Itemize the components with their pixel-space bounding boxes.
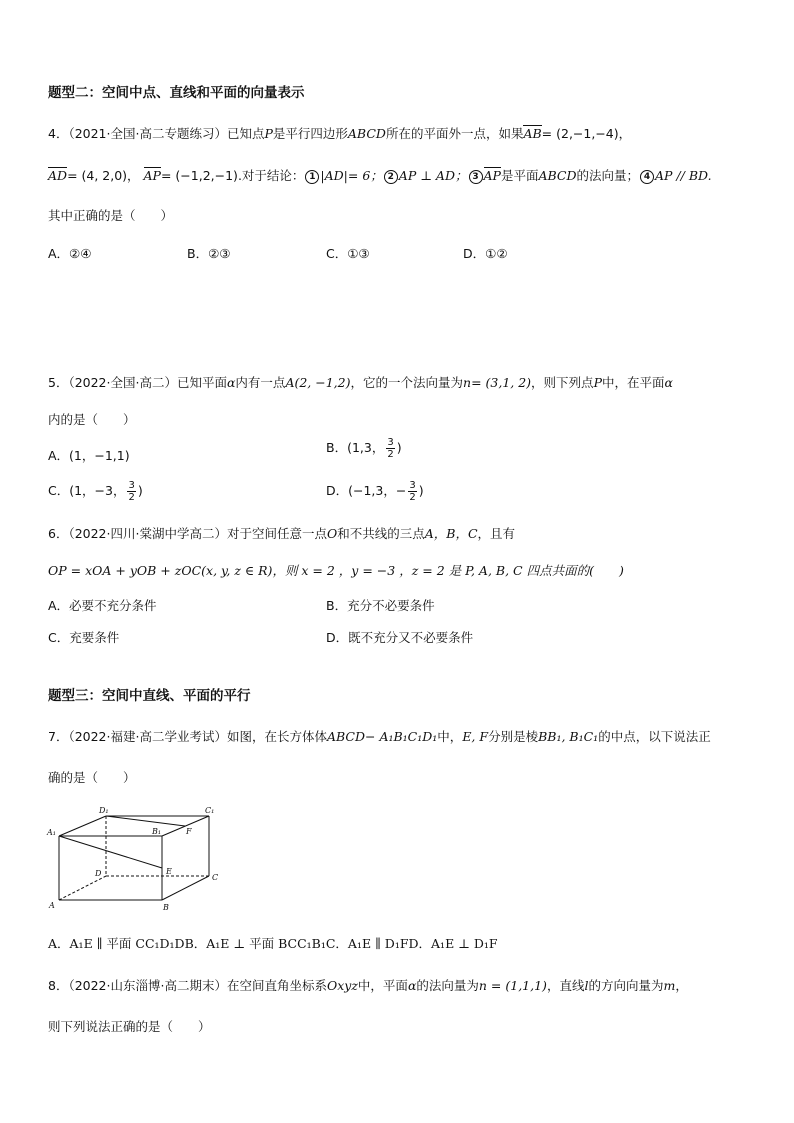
- conclusion-2-marker: 2: [384, 170, 398, 184]
- q4-option-c[interactable]: C．①③: [326, 246, 370, 261]
- conclusion-1-text: |AD|= 6；: [320, 168, 383, 183]
- q6-origin: O: [326, 526, 338, 541]
- q6-line2: ，则 x = 2 ，y = −3 ，z = 2 是 P, A, B, C 四点共面的( ): [272, 563, 624, 578]
- question-8-line-2: 则下列说法正确的是（ ）: [48, 1019, 211, 1034]
- q5-option-d-prefix: D．(−1,3，−: [326, 483, 407, 498]
- q7-line1: 7．（2022·福建·高二学业考试）如图，在长方体体: [48, 729, 327, 744]
- fraction-numerator: 3: [387, 437, 394, 448]
- label-f: F: [186, 827, 192, 836]
- segment-d1-f: [106, 816, 185, 826]
- label-d1: D₁: [99, 806, 109, 815]
- q4-ab-value: = (2,−1,−4)，: [541, 126, 632, 141]
- q4-point-p: P: [264, 126, 273, 141]
- q4-vector-ap: AP: [143, 168, 161, 183]
- fraction-numerator: 3: [128, 480, 135, 491]
- question-4-line-2: [48, 166, 712, 184]
- label-c1: C₁: [205, 806, 215, 815]
- question-7-line-1: [48, 727, 711, 745]
- q5-point-a: A(2, −1,2): [285, 375, 351, 390]
- q5-option-c[interactable]: [48, 480, 143, 503]
- q5-option-c-prefix: C．(1，−3，: [48, 483, 126, 498]
- fraction-numerator: 3: [409, 480, 416, 491]
- q5-n-vector: n: [463, 375, 472, 390]
- conclusion-3-vector: AP: [483, 168, 501, 183]
- fraction-denominator: 2: [128, 492, 135, 503]
- q6-line1c: ，且有: [477, 526, 516, 541]
- q5-option-d-fraction: [408, 480, 416, 503]
- conclusion-3-text-d: 的法向量；: [576, 168, 640, 183]
- label-d: D: [95, 869, 102, 878]
- conclusion-3-text-b: 是平面: [500, 168, 539, 183]
- section-heading-3: 题型三：空间中直线、平面的平行: [48, 688, 251, 704]
- q4-ap-value: = (−1,2,−1): [160, 168, 238, 183]
- label-e: E: [166, 867, 172, 876]
- question-6-line-2: [48, 561, 624, 579]
- q6-points: A，B，C: [424, 526, 478, 541]
- q4-conclusion-intro: .对于结论：: [237, 168, 305, 183]
- conclusion-1-marker: 1: [305, 170, 319, 184]
- question-7-line-2: 确的是（ ）: [48, 770, 136, 785]
- segment-a1-e: [59, 836, 162, 868]
- edge-b-c: [162, 876, 209, 900]
- section-heading-2: 题型二：空间中点、直线和平面的向量表示: [48, 85, 305, 101]
- q8-line1f: ，: [675, 978, 688, 993]
- q8-oxyz: Oxyz: [326, 978, 358, 993]
- q5-alpha: α: [226, 375, 236, 390]
- q6-line1: 6．（2022·四川·棠湖中学高二）对于空间任意一点: [48, 526, 327, 541]
- cuboid-figure: [44, 804, 224, 914]
- conclusion-3-abcd: ABCD: [538, 168, 577, 183]
- q8-line-l: l: [584, 978, 589, 993]
- q4-abcd: ABCD: [347, 126, 386, 141]
- q4-vector-ad: AD: [48, 168, 68, 183]
- q5-line1d: ，则下列点: [531, 375, 594, 390]
- fraction-denominator: 2: [409, 492, 416, 503]
- q4-ad-value: = (4, 2,0)，: [67, 168, 140, 183]
- q7-edges: BB₁, B₁C₁: [538, 729, 599, 744]
- q7-line1b: 中，: [437, 729, 463, 744]
- q4-text-b: 所在的平面外一点，如果: [385, 126, 524, 141]
- q7-line1d: 的中点，以下说法正: [598, 729, 711, 744]
- q4-option-a[interactable]: A．②④: [48, 246, 92, 261]
- fraction-denominator: 2: [387, 449, 394, 460]
- question-5-line-1: [48, 373, 673, 391]
- q5-line1b: 内有一点: [235, 375, 286, 390]
- q5-option-a[interactable]: A．(1，−1,1): [48, 448, 130, 463]
- q4-which-prompt: 其中正确的是（ ）: [48, 208, 174, 223]
- q4-option-d[interactable]: D．①②: [463, 246, 508, 261]
- q6-option-a[interactable]: A．必要不充分条件: [48, 598, 157, 613]
- q5-option-c-fraction: [127, 480, 135, 503]
- q8-line1e: 的方向向量为: [588, 978, 664, 993]
- q8-line1c: 的法向量为: [416, 978, 479, 993]
- q7-line1c: 分别是棱: [488, 729, 539, 744]
- q4-vector-ab: AB: [523, 126, 542, 141]
- q5-option-b-fraction: [386, 437, 394, 460]
- q5-n-value: = (3,1, 2): [471, 375, 532, 390]
- q8-n-value: n = (1,1,1): [478, 978, 547, 993]
- q5-option-d-suffix: ): [418, 483, 424, 498]
- q8-line1b: 中，平面: [357, 978, 408, 993]
- q5-line1: 5．（2022·全国·高二）已知平面: [48, 375, 227, 390]
- label-a: A: [49, 901, 55, 910]
- q5-point-p: P: [593, 375, 602, 390]
- conclusion-2-text: AP ⊥ AD；: [398, 168, 468, 183]
- q5-option-b[interactable]: [326, 437, 402, 460]
- q5-option-c-suffix: ): [137, 483, 143, 498]
- q7-ef: E, F: [462, 729, 489, 744]
- q6-line1b: 和不共线的三点: [337, 526, 425, 541]
- q5-option-d[interactable]: [326, 480, 424, 503]
- q4-option-b[interactable]: B．②③: [187, 246, 231, 261]
- q8-m-vector: m: [663, 978, 676, 993]
- conclusion-4-marker: 4: [640, 170, 654, 184]
- q8-alpha: α: [407, 978, 417, 993]
- conclusion-3-marker: 3: [469, 170, 483, 184]
- q6-option-c[interactable]: C．充要条件: [48, 630, 120, 645]
- q5-option-b-suffix: ): [396, 440, 402, 455]
- label-b: B: [163, 903, 169, 912]
- label-a1: A₁: [47, 828, 56, 837]
- q5-line1e: 中，在平面: [601, 375, 665, 390]
- q8-line1d: ，直线: [546, 978, 585, 993]
- label-b1: B₁: [152, 827, 162, 836]
- q5-option-b-prefix: B．(1,3，: [326, 440, 385, 455]
- question-4-line-1: [48, 124, 631, 142]
- q4-text-a: 是平行四边形: [272, 126, 348, 141]
- q7-answer-options[interactable]: A．A₁E ∥ 平面 CC₁D₁DB．A₁E ⊥ 平面 BCC₁B₁C．A₁E ∥ D₁FD．A₁E ⊥ D₁F: [48, 936, 498, 951]
- q4-prefix: 4．（2021·全国·高二专题练习）已知点: [48, 126, 265, 141]
- q6-option-b[interactable]: B．充分不必要条件: [326, 598, 435, 613]
- q5-alpha-2: α: [664, 375, 673, 390]
- label-c: C: [212, 873, 219, 882]
- question-8-line-1: [48, 976, 688, 994]
- conclusion-4-text: AP // BD.: [655, 168, 712, 183]
- edge-a1-d1: [59, 816, 106, 836]
- q8-line1: 8．（2022·山东淄博·高二期末）在空间直角坐标系: [48, 978, 327, 993]
- question-5-line-2: 内的是（ ）: [48, 412, 136, 427]
- q6-option-d[interactable]: D．既不充分又不必要条件: [326, 630, 474, 645]
- edge-a-d: [59, 876, 106, 900]
- q6-equation: OP = xOA + yOB + zOC(x, y, z ∈ R): [48, 563, 273, 578]
- q5-line1c: ，它的一个法向量为: [350, 375, 463, 390]
- question-6-line-1: [48, 524, 515, 542]
- q7-box: ABCD− A₁B₁C₁D₁: [326, 729, 438, 744]
